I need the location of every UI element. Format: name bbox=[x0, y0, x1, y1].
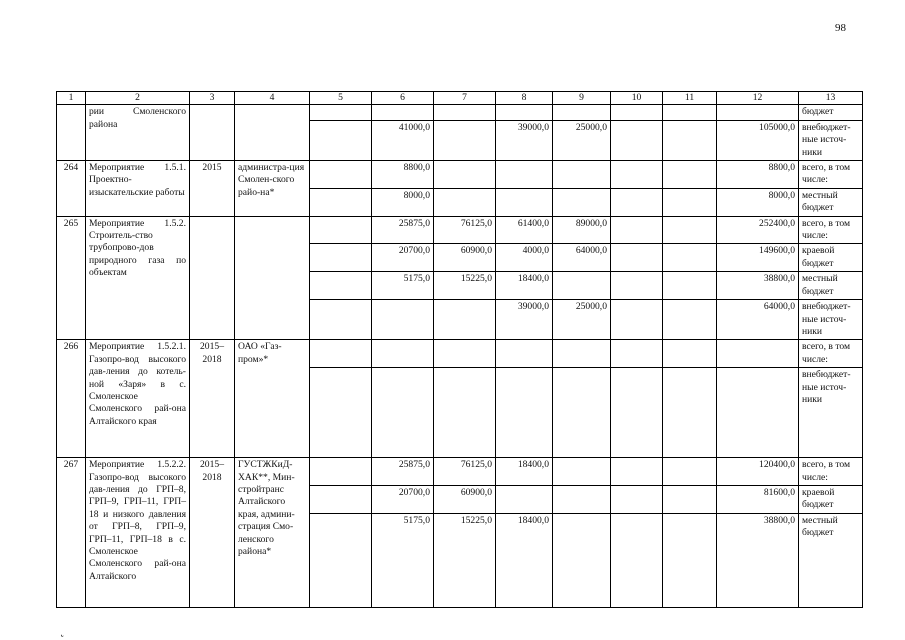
amount-cell: 8800,0 bbox=[372, 161, 434, 189]
funding-source: краевой бюджет bbox=[799, 485, 863, 513]
executor-cell: администра-ция Смолен-ского райо-на* bbox=[235, 161, 310, 217]
funding-source: местный бюджет bbox=[799, 513, 863, 607]
page-number: 98 bbox=[835, 22, 846, 34]
total-cell: 38800,0 bbox=[717, 513, 799, 607]
amount-cell: 39000,0 bbox=[496, 120, 553, 160]
header-cell: 3 bbox=[190, 92, 235, 105]
amount-cell: 25875,0 bbox=[372, 458, 434, 486]
amount-cell: 25000,0 bbox=[553, 120, 611, 160]
amount-cell: 4000,0 bbox=[496, 244, 553, 272]
total-cell: 120400,0 bbox=[717, 458, 799, 486]
total-cell: 64000,0 bbox=[717, 300, 799, 340]
total-cell: 8800,0 bbox=[717, 161, 799, 189]
activity-name: Мероприятие 1.5.2.1. Газопро-вод высокого дав-ления до котель-ной «Заря» в с. Смоленское Смоленского рай-она Алтайского края bbox=[86, 340, 190, 458]
funding-source: внебюджет-ные источ-ники bbox=[799, 368, 863, 458]
funding-source: краевой бюджет bbox=[799, 244, 863, 272]
amount-cell: 15225,0 bbox=[434, 513, 496, 607]
amount-cell: 8000,0 bbox=[372, 188, 434, 216]
amount-cell: 18400,0 bbox=[496, 272, 553, 300]
header-cell: 6 bbox=[372, 92, 434, 105]
table-row bbox=[57, 458, 863, 486]
activity-name: Мероприятие 1.5.1. Проектно-изыскательские работы bbox=[86, 161, 190, 217]
total-cell: 8000,0 bbox=[717, 188, 799, 216]
header-cell: 4 bbox=[235, 92, 310, 105]
row-number-cell: 265 bbox=[57, 216, 86, 340]
amount-cell: 89000,0 bbox=[553, 216, 611, 244]
header-cell: 7 bbox=[434, 92, 496, 105]
header-cell: 5 bbox=[310, 92, 372, 105]
year-cell bbox=[190, 105, 235, 161]
funding-source: местный бюджет bbox=[799, 272, 863, 300]
table-row bbox=[57, 216, 863, 244]
amount-cell: 64000,0 bbox=[553, 244, 611, 272]
executor-cell bbox=[235, 216, 310, 340]
year-cell: 2015 bbox=[190, 161, 235, 217]
header-cell: 12 bbox=[717, 92, 799, 105]
amount-cell: 5175,0 bbox=[372, 513, 434, 607]
scan-mark: ˛ bbox=[54, 624, 65, 639]
funding-source: всего, в том числе: bbox=[799, 458, 863, 486]
total-cell: 149600,0 bbox=[717, 244, 799, 272]
year-cell bbox=[190, 216, 235, 340]
amount-cell: 20700,0 bbox=[372, 244, 434, 272]
year-cell: 2015–2018 bbox=[190, 340, 235, 458]
amount-cell: 18400,0 bbox=[496, 458, 553, 486]
year-cell: 2015–2018 bbox=[190, 458, 235, 608]
row-number-cell: 264 bbox=[57, 161, 86, 217]
amount-cell: 60900,0 bbox=[434, 244, 496, 272]
amount-cell: 25875,0 bbox=[372, 216, 434, 244]
total-cell: 105000,0 bbox=[717, 120, 799, 160]
funding-source: внебюджет-ные источ-ники bbox=[799, 300, 863, 340]
header-cell: 13 bbox=[799, 92, 863, 105]
amount-cell: 76125,0 bbox=[434, 216, 496, 244]
funding-source: всего, в том числе: bbox=[799, 216, 863, 244]
amount-cell: 60900,0 bbox=[434, 485, 496, 513]
executor-cell: ОАО «Газ-пром»* bbox=[235, 340, 310, 458]
row-number-cell: 267 bbox=[57, 458, 86, 608]
amount-cell: 25000,0 bbox=[553, 300, 611, 340]
row-number-cell bbox=[57, 105, 86, 161]
funding-source: всего, в том числе: bbox=[799, 340, 863, 368]
amount-cell: 61400,0 bbox=[496, 216, 553, 244]
activity-name: Мероприятие 1.5.2.2. Газопро-вод высокого дав-ления до ГРП–8, ГРП–9, ГРП–11, ГРП–18 и низкого давления от ГРП–8, ГРП–9, ГРП–11, ГРП–18 в с. Смоленское Смоленского рай-она Алтайского bbox=[86, 458, 190, 608]
funding-source: бюджет bbox=[799, 105, 863, 120]
activity-name: Мероприятие 1.5.2. Строитель-ство трубопрово-дов природного газа по объектам bbox=[86, 216, 190, 340]
header-cell: 2 bbox=[86, 92, 190, 105]
header-row bbox=[57, 92, 863, 105]
funding-source: всего, в том числе: bbox=[799, 161, 863, 189]
amount-cell: 5175,0 bbox=[372, 272, 434, 300]
row-number-cell: 266 bbox=[57, 340, 86, 458]
header-cell: 11 bbox=[663, 92, 717, 105]
table-row bbox=[57, 105, 863, 120]
activity-name: рии Смоленского района bbox=[86, 105, 190, 161]
amount-cell: 18400,0 bbox=[496, 513, 553, 607]
funding-source: местный бюджет bbox=[799, 188, 863, 216]
amount-cell: 39000,0 bbox=[496, 300, 553, 340]
amount-cell: 41000,0 bbox=[372, 120, 434, 160]
executor-cell bbox=[235, 105, 310, 161]
total-cell: 252400,0 bbox=[717, 216, 799, 244]
table-row bbox=[57, 340, 863, 368]
table-row bbox=[57, 161, 863, 189]
header-cell: 9 bbox=[553, 92, 611, 105]
amount-cell: 20700,0 bbox=[372, 485, 434, 513]
funding-source: внебюджет-ные источ-ники bbox=[799, 120, 863, 160]
header-cell: 1 bbox=[57, 92, 86, 105]
amount-cell: 76125,0 bbox=[434, 458, 496, 486]
total-cell: 81600,0 bbox=[717, 485, 799, 513]
amount-cell: 15225,0 bbox=[434, 272, 496, 300]
header-cell: 10 bbox=[611, 92, 663, 105]
budget-table bbox=[56, 91, 863, 608]
header-cell: 8 bbox=[496, 92, 553, 105]
executor-cell: ГУСТЖКиД-ХАК**, Мин-стройтранс Алтайского края, админи-страция Смо-ленского района* bbox=[235, 458, 310, 608]
total-cell: 38800,0 bbox=[717, 272, 799, 300]
